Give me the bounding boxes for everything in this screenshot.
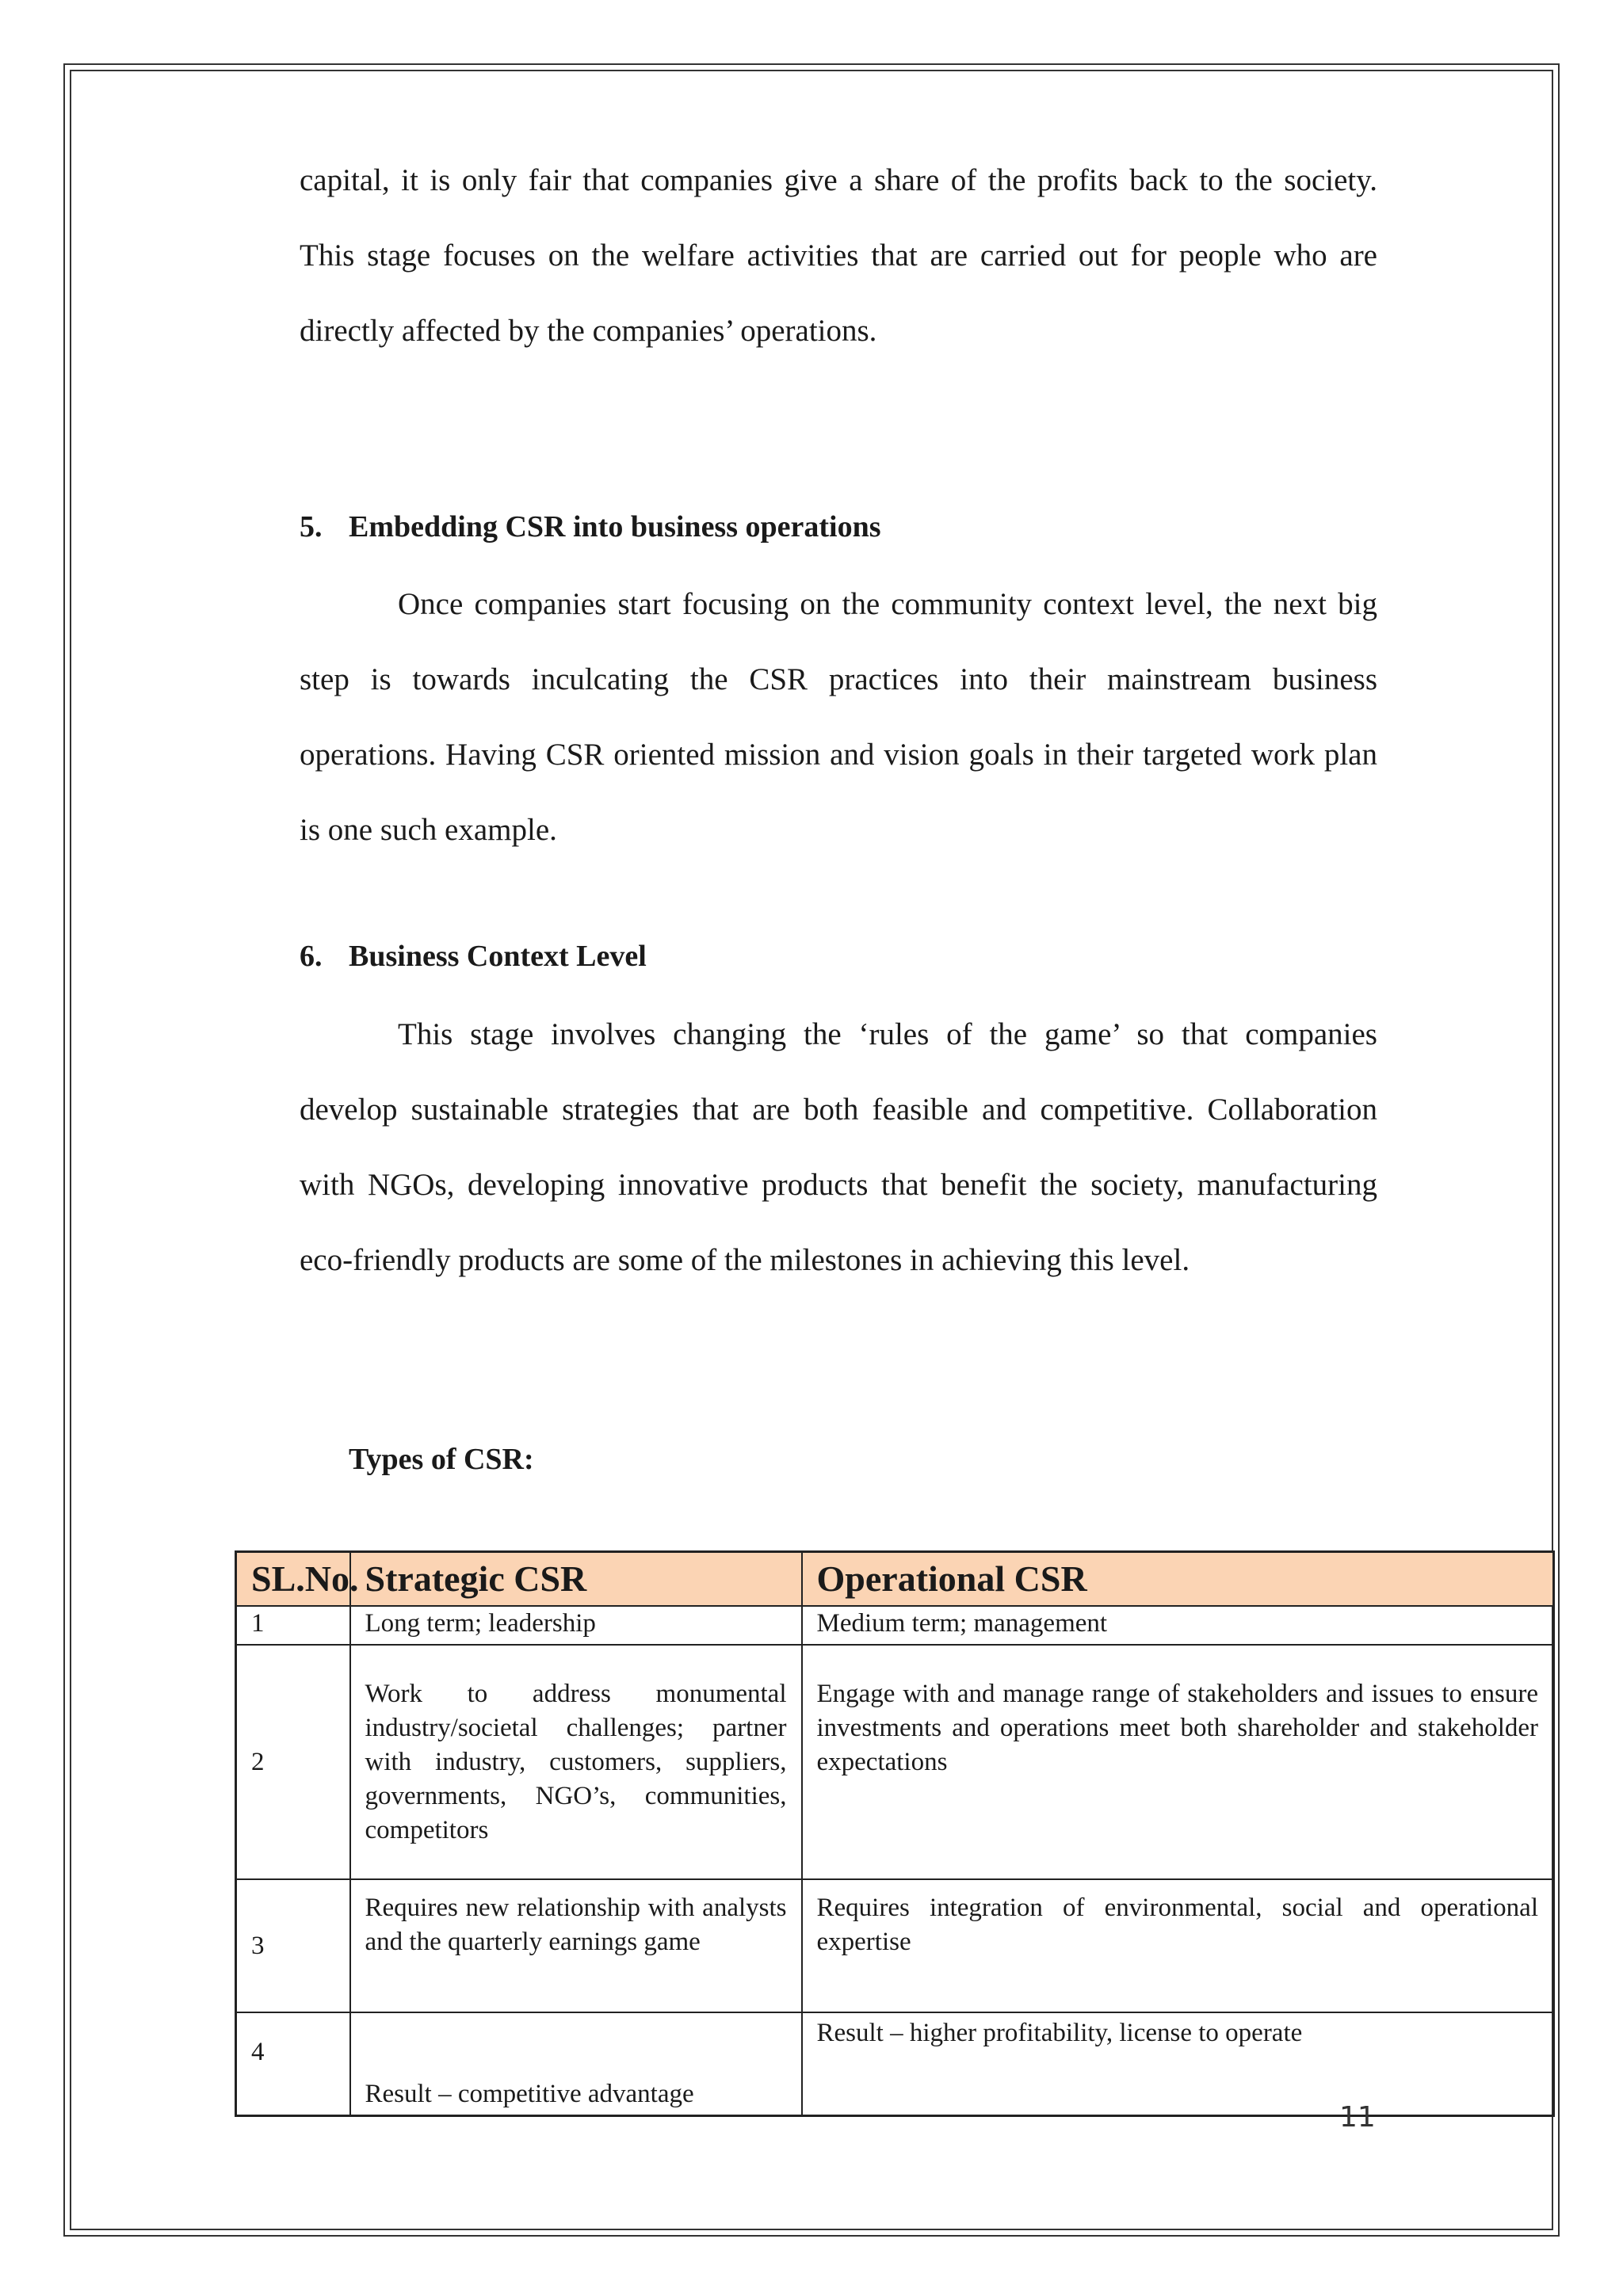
- section-6-paragraph: This stage involves changing the ‘rules of the game’ so that companies develop sustainable strategies that are both feasible and competitive. Collaboration with NGOs, developing innovative products that benefit the society, manufacturing eco-friendly products are some of the milestones in achieving this level.: [300, 1017, 1377, 1277]
- section-6-title: Business Context Level: [349, 940, 647, 973]
- table-row: [236, 2012, 1554, 2116]
- row-strategic: Long term; leadership: [350, 1606, 802, 1645]
- row-sl-no: 4: [236, 2012, 350, 2116]
- row-operational: Engage with and manage range of stakeholders and issues to ensure investments and operations meet both shareholder and stakeholder expectations: [802, 1645, 1554, 1879]
- table-row: [236, 1645, 1554, 1879]
- table-row: [236, 1606, 1554, 1645]
- page-content: [300, 143, 1377, 1476]
- row-operational: Requires integration of environmental, social and operational expertise: [802, 1879, 1554, 2012]
- table-row: [236, 1879, 1554, 2012]
- section-6-number: 6.: [300, 940, 323, 973]
- row-strategic: Work to address monumental industry/societal challenges; partner with industry, customers, suppliers, governments, NGO’s, communities, competitors: [350, 1645, 802, 1879]
- table-header-row: [236, 1552, 1554, 1607]
- intro-paragraph: capital, it is only fair that companies give a share of the profits back to the society. This stage focuses on the welfare activities that are carried out for people who are directly affected by the companies’ operations.: [300, 163, 1377, 348]
- section-6-heading: [300, 933, 647, 980]
- section-5-title: Embedding CSR into business operations: [349, 510, 881, 543]
- header-sl-no: SL.No.: [236, 1552, 350, 1607]
- types-of-csr-heading: Types of CSR:: [349, 1443, 534, 1476]
- row-operational: Result – higher profitability, license to operate: [802, 2012, 1554, 2116]
- section-5-heading: [300, 503, 881, 551]
- section-5-number: 5.: [300, 510, 323, 543]
- section-5-paragraph: Once companies start focusing on the community context level, the next big step is towards inculcating the CSR practices into their mainstream business operations. Having CSR oriented mission and vision goals in their targeted work plan is one such example.: [300, 587, 1377, 847]
- header-strategic-csr: Strategic CSR: [350, 1552, 802, 1607]
- csr-types-table: [235, 1550, 1555, 2117]
- row-strategic: Result – competitive advantage: [350, 2012, 802, 2116]
- row-sl-no: 1: [236, 1606, 350, 1645]
- page-number: 11: [1339, 2101, 1376, 2134]
- row-operational: Medium term; management: [802, 1606, 1554, 1645]
- row-strategic: Requires new relationship with analysts and the quarterly earnings game: [350, 1879, 802, 2012]
- row-sl-no: 3: [236, 1879, 350, 2012]
- header-operational-csr: Operational CSR: [802, 1552, 1554, 1607]
- row-sl-no: 2: [236, 1645, 350, 1879]
